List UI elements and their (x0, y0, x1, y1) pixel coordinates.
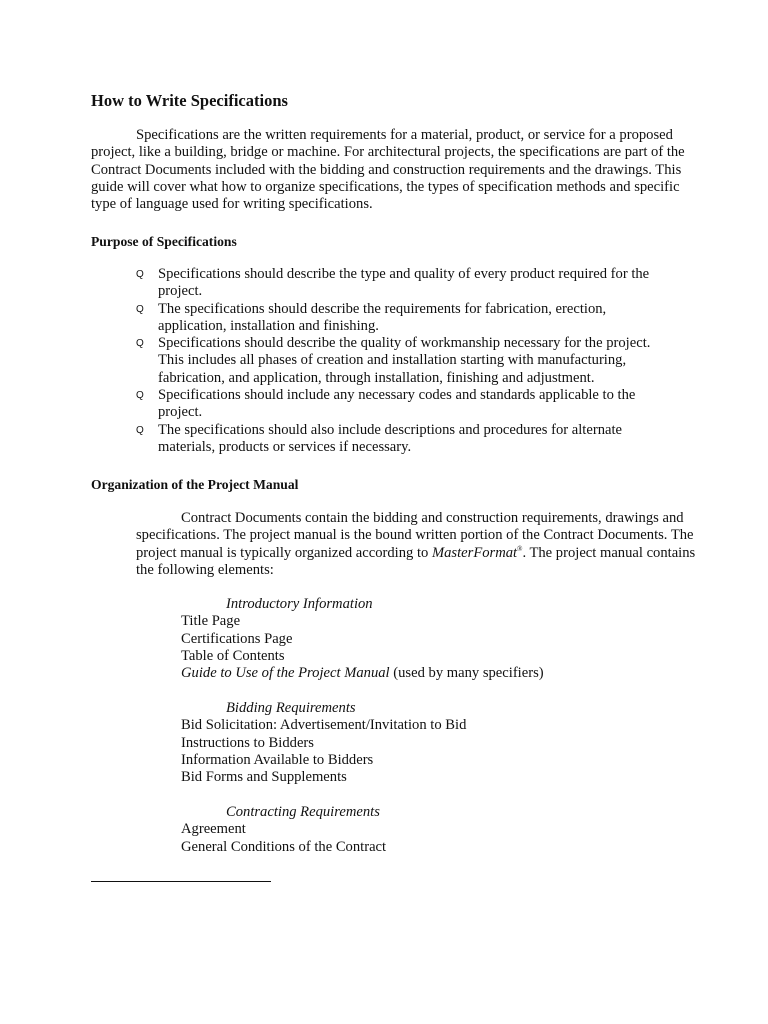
bullet-icon: Q (136, 303, 144, 315)
purpose-item-text: Specifications should describe the quality of workmanship necessary for the project. This includes all phases of creation and installation starting with manufacturing, fabrication, and application, through installation, finishing and adjustment. (158, 335, 651, 386)
section-item: Title Page (181, 613, 241, 630)
organization-text-before: Contract Documents contain the bidding and construction requirements, drawings and specifications. The project manual is the bound written portion of the Contract Documents. The project manual is typically organized according to (136, 510, 694, 561)
masterformat-term: MasterFormat (431, 544, 518, 561)
section-item: Information Available to Bidders (181, 751, 374, 768)
purpose-list-item (136, 301, 676, 336)
guide-title: Guide to Use of the Project Manual (181, 665, 390, 682)
bullet-icon: Q (136, 269, 144, 280)
purpose-item-text: Specifications should describe the type and quality of every product required for the project. (158, 266, 650, 300)
section-item: Bid Solicitation: Advertisement/Invitation to Bid (181, 717, 467, 734)
purpose-item-text: Specifications should include any necessary codes and standards applicable to the project. (158, 387, 636, 421)
purpose-item-text: The specifications should also include descriptions and procedures for alternate materials, products or services if necessary. (158, 421, 623, 455)
section-item: Certifications Page (181, 630, 293, 647)
page-title: How to Write Specifications (91, 91, 288, 110)
section-item: Agreement (181, 821, 246, 838)
contracting-requirements-section (181, 804, 661, 856)
section-heading: Bidding Requirements (226, 700, 356, 716)
purpose-heading: Purpose of Specifications (91, 234, 237, 249)
purpose-list (136, 266, 676, 456)
purpose-list-item (136, 266, 676, 301)
registered-mark: ® (517, 544, 523, 553)
organization-paragraph (136, 510, 696, 579)
bullet-icon: Q (136, 338, 144, 350)
organization-heading: Organization of the Project Manual (91, 477, 299, 492)
purpose-list-item (136, 422, 676, 457)
section-item: Bid Forms and Supplements (181, 769, 347, 786)
bidding-requirements-section (181, 700, 661, 786)
section-item: Instructions to Bidders (181, 734, 314, 751)
organization-text-after: . The project manual contains the following elements: (136, 544, 696, 578)
section-heading: Contracting Requirements (226, 804, 380, 820)
purpose-list-item (136, 335, 676, 387)
section-item-guide (181, 665, 661, 682)
bullet-icon: Q (136, 390, 144, 402)
section-item: Table of Contents (181, 647, 285, 664)
purpose-item-text: The specifications should describe the requirements for fabrication, erection, application, installation and finishing. (158, 300, 607, 334)
section-item: General Conditions of the Contract (181, 838, 387, 855)
footnote-divider (91, 881, 271, 882)
introductory-information-section (181, 596, 661, 682)
purpose-list-item (136, 387, 676, 422)
intro-paragraph: Specifications are the written requirements for a material, product, or service for a proposed project, like a building, bridge or machine. For architectural projects, the specifications are part of the Contract Documents included with the bidding and construction requirements and the drawings. This guide will cover what how to organize specifications, the types of specification methods and specific type of language used for writing specifications. (91, 127, 685, 213)
section-heading: Introductory Information (226, 596, 373, 612)
guide-note: (used by many specifiers) (389, 665, 544, 682)
bullet-icon: Q (136, 424, 144, 436)
